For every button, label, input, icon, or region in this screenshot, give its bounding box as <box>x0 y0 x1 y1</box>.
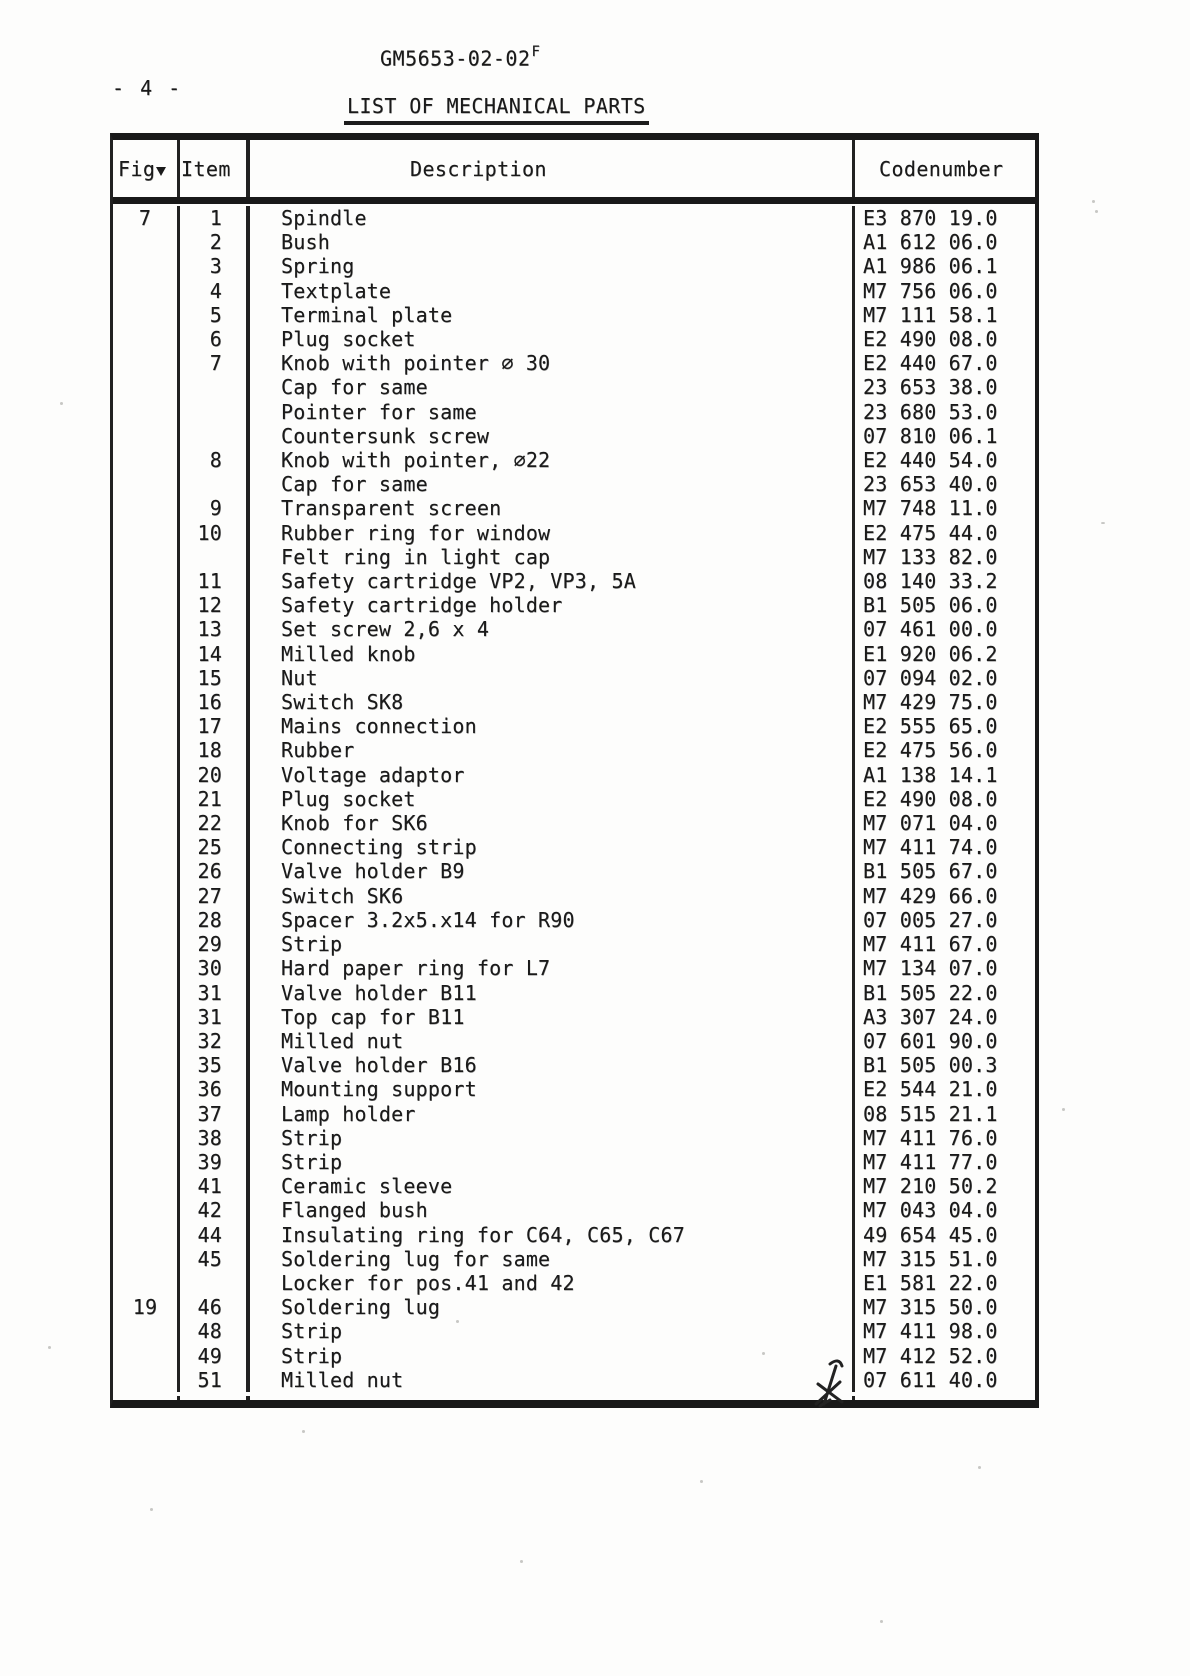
cell-desc: Strip <box>250 1344 855 1368</box>
cell-fig <box>113 1319 180 1343</box>
table-row <box>113 206 1035 230</box>
header-fig: Fig <box>113 140 180 197</box>
cell-fig <box>113 642 180 666</box>
cell-code: M7 111 58.1 <box>863 302 998 327</box>
cell-fig <box>113 1126 180 1150</box>
table-row <box>113 884 1035 908</box>
header-codenumber: Codenumber <box>879 156 1004 181</box>
cell-code: E1 581 22.0 <box>863 1270 998 1295</box>
cell-desc: Lamp holder <box>250 1102 855 1126</box>
cell-item: 25 <box>180 835 250 859</box>
table-row <box>113 303 1035 327</box>
cell-item: 48 <box>180 1319 250 1343</box>
cell-fig <box>113 593 180 617</box>
cell-fig <box>113 1077 180 1101</box>
cell-code: E2 475 56.0 <box>863 738 998 763</box>
table-row <box>113 811 1035 835</box>
cell-desc: Bush <box>250 230 855 254</box>
table-row <box>113 690 1035 714</box>
table-row <box>113 472 1035 496</box>
cell-code: M7 411 98.0 <box>863 1319 998 1344</box>
cell-desc: Knob with pointer ∅ 30 <box>250 351 855 375</box>
cell-desc: Hard paper ring for L7 <box>250 956 855 980</box>
cell-fig <box>113 569 180 593</box>
cell-fig <box>113 908 180 932</box>
cell-desc: Flanged bush <box>250 1198 855 1222</box>
cell-item: 29 <box>180 932 250 956</box>
cell-code: M7 133 82.0 <box>863 544 998 569</box>
cell-fig <box>113 327 180 351</box>
cell-item: 9 <box>180 496 250 520</box>
table-row <box>113 545 1035 569</box>
doc-number-text: GM5653-02-02 <box>380 46 531 71</box>
cell-desc: Nut <box>250 666 855 690</box>
cell-fig <box>113 1344 180 1368</box>
cell-fig <box>113 1247 180 1271</box>
cell-code: A3 307 24.0 <box>863 1004 998 1029</box>
cell-fig <box>113 859 180 883</box>
cell-desc: Milled nut <box>250 1029 855 1053</box>
cell-code: 07 005 27.0 <box>863 907 998 932</box>
cell-fig <box>113 666 180 690</box>
cell-code: E1 920 06.2 <box>863 641 998 666</box>
cell-item: 6 <box>180 327 250 351</box>
cell-fig <box>113 545 180 569</box>
cell-item: 13 <box>180 617 250 641</box>
cell-code: A1 612 06.0 <box>863 230 998 255</box>
cell-item: 10 <box>180 521 250 545</box>
cell-fig <box>113 690 180 714</box>
table-row <box>113 859 1035 883</box>
cell-desc: Mains connection <box>250 714 855 738</box>
cell-fig <box>113 448 180 472</box>
table-row <box>113 1344 1035 1368</box>
cell-desc: Knob for SK6 <box>250 811 855 835</box>
cell-code: 08 515 21.1 <box>863 1101 998 1126</box>
cell-desc: Mounting support <box>250 1077 855 1101</box>
cell-desc: Insulating ring for C64, C65, C67 <box>250 1223 855 1247</box>
cell-desc: Plug socket <box>250 787 855 811</box>
cell-desc: Terminal plate <box>250 303 855 327</box>
cell-item: 1 <box>180 206 250 230</box>
cell-fig <box>113 1174 180 1198</box>
cell-item: 15 <box>180 666 250 690</box>
table-row <box>113 1005 1035 1029</box>
table-row <box>113 908 1035 932</box>
table-row <box>113 400 1035 424</box>
table-row <box>113 279 1035 303</box>
cell-item: 51 <box>180 1368 250 1392</box>
table-row <box>113 1368 1035 1392</box>
cell-code: E2 440 67.0 <box>863 351 998 376</box>
table-row <box>113 1150 1035 1174</box>
header-description: Description <box>250 140 855 197</box>
cell-item: 20 <box>180 763 250 787</box>
table-row <box>113 1295 1035 1319</box>
cell-desc: Spindle <box>250 206 855 230</box>
cell-fig <box>113 835 180 859</box>
cell-code: B1 505 00.3 <box>863 1053 998 1078</box>
cell-item <box>180 1271 250 1295</box>
cell-fig <box>113 1223 180 1247</box>
cell-fig <box>113 932 180 956</box>
cell-item: 12 <box>180 593 250 617</box>
cell-desc: Ceramic sleeve <box>250 1174 855 1198</box>
cell-fig <box>113 472 180 496</box>
cell-item: 17 <box>180 714 250 738</box>
cell-desc: Switch SK8 <box>250 690 855 714</box>
cell-code: 07 601 90.0 <box>863 1028 998 1053</box>
cell-desc: Valve holder B11 <box>250 981 855 1005</box>
cell-fig <box>113 230 180 254</box>
table-row <box>113 448 1035 472</box>
cell-fig <box>113 956 180 980</box>
cell-code: 07 611 40.0 <box>863 1367 998 1392</box>
cell-item: 5 <box>180 303 250 327</box>
cell-code: B1 505 06.0 <box>863 593 998 618</box>
cell-item: 18 <box>180 738 250 762</box>
cell-desc: Rubber ring for window <box>250 521 855 545</box>
cell-fig <box>113 496 180 520</box>
table-row <box>113 496 1035 520</box>
cell-desc: Textplate <box>250 279 855 303</box>
cell-desc: Spacer 3.2x5.x14 for R90 <box>250 908 855 932</box>
cell-fig <box>113 763 180 787</box>
cell-fig <box>113 400 180 424</box>
cell-code: E2 490 08.0 <box>863 786 998 811</box>
cell-item: 42 <box>180 1198 250 1222</box>
table-row <box>113 1053 1035 1077</box>
cell-code: M7 210 50.2 <box>863 1174 998 1199</box>
cell-code: E3 870 19.0 <box>863 206 998 230</box>
table-row <box>113 1198 1035 1222</box>
table-row <box>113 1077 1035 1101</box>
table-row <box>113 956 1035 980</box>
table-body-fill <box>113 1396 1035 1400</box>
cell-code: E2 475 44.0 <box>863 520 998 545</box>
cell-code: M7 429 75.0 <box>863 690 998 715</box>
doc-number-suffix: F <box>531 44 541 60</box>
cell-fig <box>113 1053 180 1077</box>
parts-table <box>110 133 1039 1408</box>
cell-code: M7 412 52.0 <box>863 1343 998 1368</box>
cell-desc: Strip <box>250 1150 855 1174</box>
cell-fig <box>113 811 180 835</box>
table-row <box>113 230 1035 254</box>
cell-fig: 7 <box>113 206 180 230</box>
cell-fig <box>113 787 180 811</box>
cell-desc: Switch SK6 <box>250 884 855 908</box>
table-row <box>113 1319 1035 1343</box>
cell-desc: Top cap for B11 <box>250 1005 855 1029</box>
cell-fig <box>113 521 180 545</box>
cell-item: 31 <box>180 1005 250 1029</box>
cell-item: 46 <box>180 1295 250 1319</box>
cell-desc: Cap for same <box>250 375 855 399</box>
handwritten-mark <box>810 1358 850 1410</box>
cell-item: 26 <box>180 859 250 883</box>
cell-desc: Soldering lug <box>250 1295 855 1319</box>
cell-item: 2 <box>180 230 250 254</box>
table-row <box>113 714 1035 738</box>
cell-fig <box>113 1198 180 1222</box>
cell-fig <box>113 303 180 327</box>
cell-desc: Voltage adaptor <box>250 763 855 787</box>
cell-code: E2 544 21.0 <box>863 1077 998 1102</box>
cell-fig <box>113 279 180 303</box>
cell-fig <box>113 254 180 278</box>
ink-blot-icon <box>156 167 166 176</box>
cell-desc: Connecting strip <box>250 835 855 859</box>
cell-desc: Pointer for same <box>250 400 855 424</box>
table-row <box>113 593 1035 617</box>
cell-code: 49 654 45.0 <box>863 1222 998 1247</box>
cell-fig <box>113 1029 180 1053</box>
cell-code: M7 315 50.0 <box>863 1295 998 1320</box>
cell-code: A1 986 06.1 <box>863 254 998 279</box>
cell-desc: Knob with pointer, ∅22 <box>250 448 855 472</box>
cell-item: 22 <box>180 811 250 835</box>
cell-desc: Plug socket <box>250 327 855 351</box>
cell-code: M7 043 04.0 <box>863 1198 998 1223</box>
table-row <box>113 666 1035 690</box>
cell-code: M7 134 07.0 <box>863 956 998 981</box>
table-row <box>113 617 1035 641</box>
cell-code: 23 653 40.0 <box>863 472 998 497</box>
cell-fig <box>113 1150 180 1174</box>
table-row <box>113 327 1035 351</box>
cell-item: 30 <box>180 956 250 980</box>
table-row <box>113 835 1035 859</box>
table-row <box>113 375 1035 399</box>
table-row <box>113 1223 1035 1247</box>
cell-item: 49 <box>180 1344 250 1368</box>
cell-fig <box>113 424 180 448</box>
cell-desc: Soldering lug for same <box>250 1247 855 1271</box>
cell-fig <box>113 617 180 641</box>
cell-item: 3 <box>180 254 250 278</box>
cell-item <box>180 400 250 424</box>
cell-desc: Countersunk screw <box>250 424 855 448</box>
cell-item: 7 <box>180 351 250 375</box>
cell-fig <box>113 981 180 1005</box>
cell-item: 28 <box>180 908 250 932</box>
cell-item: 4 <box>180 279 250 303</box>
cell-code: M7 411 74.0 <box>863 835 998 860</box>
header-item: Item <box>180 140 250 197</box>
table-row <box>113 642 1035 666</box>
table-row <box>113 521 1035 545</box>
table-row <box>113 738 1035 762</box>
cell-desc: Strip <box>250 932 855 956</box>
cell-desc: Strip <box>250 1126 855 1150</box>
cell-item <box>180 472 250 496</box>
cell-code: M7 748 11.0 <box>863 496 998 521</box>
table-row <box>113 1247 1035 1271</box>
cell-item: 21 <box>180 787 250 811</box>
cell-fig <box>113 1368 180 1392</box>
cell-fig <box>113 738 180 762</box>
cell-code: 07 810 06.1 <box>863 423 998 448</box>
table-row <box>113 1029 1035 1053</box>
cell-fig <box>113 1005 180 1029</box>
cell-code: E2 555 65.0 <box>863 714 998 739</box>
cell-item: 41 <box>180 1174 250 1198</box>
cell-item: 36 <box>180 1077 250 1101</box>
cell-code: M7 756 06.0 <box>863 278 998 303</box>
cell-item: 44 <box>180 1223 250 1247</box>
cell-item: 45 <box>180 1247 250 1271</box>
cell-code: 07 461 00.0 <box>863 617 998 642</box>
table-header-row <box>113 140 1035 204</box>
table-row <box>113 763 1035 787</box>
cell-item <box>180 375 250 399</box>
cell-code: M7 411 67.0 <box>863 932 998 957</box>
cell-item <box>180 424 250 448</box>
cell-fig <box>113 1102 180 1126</box>
cell-desc: Safety cartridge VP2, VP3, 5A <box>250 569 855 593</box>
cell-fig <box>113 375 180 399</box>
cell-code: 08 140 33.2 <box>863 569 998 594</box>
cell-code: M7 411 76.0 <box>863 1125 998 1150</box>
cell-item: 38 <box>180 1126 250 1150</box>
cell-item <box>180 545 250 569</box>
doc-number <box>380 46 539 71</box>
cell-item: 8 <box>180 448 250 472</box>
cell-code: M7 429 66.0 <box>863 883 998 908</box>
table-body <box>113 204 1035 1396</box>
cell-desc: Milled knob <box>250 642 855 666</box>
cell-code: 23 653 38.0 <box>863 375 998 400</box>
cell-desc: Transparent screen <box>250 496 855 520</box>
cell-code: E2 490 08.0 <box>863 327 998 352</box>
cell-code: B1 505 22.0 <box>863 980 998 1005</box>
cell-item: 31 <box>180 981 250 1005</box>
cell-code: A1 138 14.1 <box>863 762 998 787</box>
cell-code: E2 440 54.0 <box>863 448 998 473</box>
cell-desc: Rubber <box>250 738 855 762</box>
cell-item: 16 <box>180 690 250 714</box>
cell-desc: Safety cartridge holder <box>250 593 855 617</box>
table-row <box>113 351 1035 375</box>
cell-desc: Set screw 2,6 x 4 <box>250 617 855 641</box>
cell-fig <box>113 884 180 908</box>
table-row <box>113 1102 1035 1126</box>
cell-fig: 19 <box>113 1295 180 1319</box>
cell-code: 07 094 02.0 <box>863 665 998 690</box>
cell-fig <box>113 351 180 375</box>
table-row <box>113 1271 1035 1295</box>
cell-item: 27 <box>180 884 250 908</box>
cell-fig <box>113 1271 180 1295</box>
cell-item: 35 <box>180 1053 250 1077</box>
cell-code: 23 680 53.0 <box>863 399 998 424</box>
cell-desc: Strip <box>250 1319 855 1343</box>
cell-fig <box>113 714 180 738</box>
cell-code: B1 505 67.0 <box>863 859 998 884</box>
cell-code: M7 411 77.0 <box>863 1149 998 1174</box>
cell-desc: Spring <box>250 254 855 278</box>
cell-item: 11 <box>180 569 250 593</box>
cell-desc: Valve holder B16 <box>250 1053 855 1077</box>
cell-item: 32 <box>180 1029 250 1053</box>
cell-item: 14 <box>180 642 250 666</box>
cell-desc: Felt ring in light cap <box>250 545 855 569</box>
cell-desc: Valve holder B9 <box>250 859 855 883</box>
cell-item: 39 <box>180 1150 250 1174</box>
table-row <box>113 1174 1035 1198</box>
table-row <box>113 424 1035 448</box>
table-row <box>113 787 1035 811</box>
cell-item: 37 <box>180 1102 250 1126</box>
table-row <box>113 254 1035 278</box>
table-row <box>113 932 1035 956</box>
cell-desc: Milled nut <box>250 1368 855 1392</box>
cell-desc: Cap for same <box>250 472 855 496</box>
cell-code: M7 071 04.0 <box>863 811 998 836</box>
table-row <box>113 981 1035 1005</box>
table-row <box>113 1126 1035 1150</box>
page-number: - 4 - <box>112 76 183 100</box>
page-title: LIST OF MECHANICAL PARTS <box>344 94 649 125</box>
table-row <box>113 569 1035 593</box>
cell-code: M7 315 51.0 <box>863 1246 998 1271</box>
cell-desc: Locker for pos.41 and 42 <box>250 1271 855 1295</box>
